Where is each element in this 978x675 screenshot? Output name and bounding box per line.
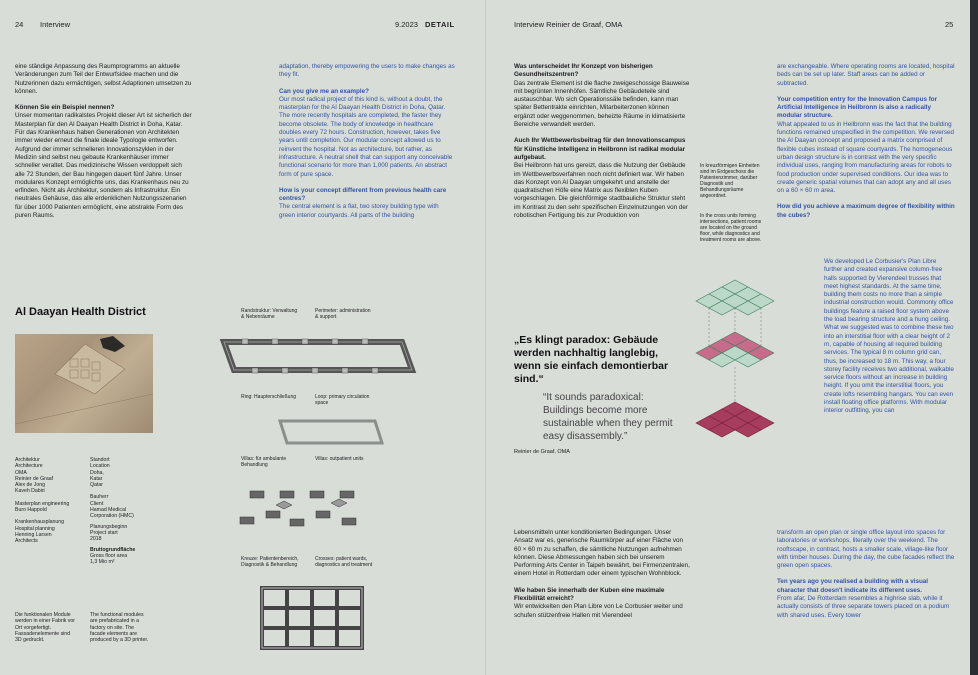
credit-line: Hamad Medical — [90, 507, 127, 514]
right-section-label: Interview Reinier de Graaf, OMA — [514, 20, 623, 29]
left-page-number: 24 — [15, 20, 24, 29]
question-heading: How did you achieve a maximum degree of flexibility within the cubes? — [777, 203, 955, 219]
question-heading: Can you give me an example? — [279, 87, 369, 95]
paragraph: What appealed to us in Heilbronn was the fact that the building functions remained unspecified in the competition. We reversed the Al Daayan concept and proposed a matrix comprised of flexible cubes instead of square courtyards. The homogeneous urban design structure is in contrast with the very specific individual uses, ranging from manufacturing areas for robots to food production under supervised conditions. Our idea was to create generic spatial volumes that can adopt any and all uses on a 60 × 60 m area. — [777, 120, 954, 195]
right-page-number: 25 — [945, 20, 954, 29]
credit-line: OMA — [15, 469, 27, 476]
credit-line: Masterplan engineering — [15, 500, 70, 507]
paragraph: Bei Heilbronn hat uns gereizt, dass die Nutzung der Gebäude im Wettbewerbsverfahren noch nicht definiert war. Wir haben das Konzept von Al Daayan umgekehrt und anstelle der quadratischen Höfe eine Matrix aus flexiblen Kuben vorgeschlagen. Die gleichförmige stadtbauliche Struktur steht im Kontrast zu den sehr spezifischen Einzelnutzungen von der robotischen Fertigung bis zur Produktion von — [514, 162, 688, 220]
credit-line: Planungsbeginn — [90, 523, 128, 530]
paragraph: transform an open plan or single office layout into spaces for laboratories or workshops, literally over the weekend. The rooftscape, in contrast, hosts a smaller scale, village-like floor with timber houses. During the day, the cube facades reflect the green open spaces. — [777, 529, 955, 570]
paragraph: From afar, De Rotterdam resembles a highrise slab, while it actually consists of three separate towers placed on a podium with shared uses. Every tower — [777, 595, 950, 619]
caption-de: Die funktionalen Module werden in einer Fabrik vor Ort vorgefertigt. Fassadenelemente sind 3D gedruckt. — [15, 612, 75, 644]
pull-quote-credit: Reinier de Graaf, OMA — [514, 449, 570, 455]
paragraph: Unser momentan radikalstes Projekt dieser Art ist sicherlich der Masterplan für den Al Daayan Health District in Doha, Katar. Für das Krankenhaus haben Generationen von Architekten immer wieder erneut die finale ideale Typologie entworfen. Aufgrund der immer schnelleren Innovationszyklen in der Medizin sind selbst neu gebaute Krankenhäuser immer schneller veraltet. Das medizinische Wissen verdoppelt sich alle 72 Stunden, der Bau hingegen dauert fünf Jahre. Unser modulares Konzept ermöglichte uns, das Krankenhaus neu zu erfinden. Nicht als Architektur, sondern als Infrastruktur. Ein neutrales Gehäuse, das alle erdenklichen Nutzungsszenarien für über 1000 Patienten ermöglicht, eine abstrakte Form des puren Raums. — [15, 112, 192, 220]
credit-line: Qatar — [90, 482, 103, 489]
question-heading: Ten years ago you realised a building with a visual character that doesn't indicate its different uses. — [777, 578, 929, 594]
heilbronn-caption-de: In kreuzförmigen Einheiten sind im Erdgeschoss die Patientenzimmer, darüber Diagnostik und Behandlungsräume angeordnet. — [700, 163, 760, 199]
text-column-4 — [777, 63, 955, 228]
paragraph: We developed Le Corbusier's Plan Libre further and created expansive column-free halls supported by Vierendeel trusses that meet highest standards. At the same time, building them costs no more than a simple industrial construction would. Commonly office buildings feature a raised floor system above the load bearing structure and a hung ceiling. What we suggested was to combine these two into an interstitial floor with a clear height of 2 m, capable of housing all required building services. The typical 8 m column grid can, thus, be increased to 18 m. This way, a four storey facility receives two additional, walkable service floors without an increase in building height. If you omit the interstitial floors, you create lofts resembling hangars. You can even install floating office platforms. With modular interior outfitting, you can — [824, 258, 954, 415]
question-heading: Your competition entry for the Innovation Campus for Artificial Intelligence in Heilbronn is also a radically modular structure. — [777, 95, 938, 120]
diagram-label-en: Crosses: patient wards, diagnostics and treatment — [315, 556, 373, 568]
issue-label: 9.2023 — [395, 20, 418, 29]
credit-line: Alex de Jong — [15, 482, 45, 489]
magazine-logo: DETAIL — [425, 20, 455, 29]
question-heading: How is your concept different from previous health care centres? — [279, 186, 447, 203]
credit-line: Kaveh Dabiri — [15, 488, 45, 495]
credit-line: Architecture — [15, 463, 43, 470]
diagram-label-de: Ring: Haupterschließung — [241, 394, 297, 400]
paragraph: Das zentrale Element ist die flache zweigeschossige Bauweise mit begrünten Innenhöfen. Sämtliche Gebäudeteile sind austauschbar. Wo sich Operationssäle befinden, kann man später Bettentrakte einrichten, Mitarbeiterzonen können ergänzt oder weggenommen, beheizte Räume in klimatisierte Bereiche verwandelt werden. — [514, 79, 690, 129]
perimeter-diagram — [212, 330, 417, 386]
credit-line: Katar — [90, 475, 103, 482]
text-column-4-continued — [777, 529, 955, 628]
paragraph: adaptation, thereby empowering the users to make changes as they fit. — [279, 63, 455, 79]
heilbronn-caption-en: In the cross units forming intersections, patient rooms are located on the ground floor, while diagnostics and treatment rooms are above. — [700, 213, 762, 243]
credit-line: Buro Happold — [15, 507, 47, 514]
credits-block-2 — [90, 457, 160, 565]
crosses-diagram — [252, 580, 372, 655]
credit-line: Architektur — [15, 457, 40, 463]
credit-line: Client — [90, 500, 104, 507]
credit-line: Reinier de Graaf — [15, 475, 54, 482]
text-column-4-narrow — [824, 258, 954, 416]
heilbronn-cross-stack-drawing — [692, 272, 778, 482]
credit-line: Henning Larsen — [15, 531, 52, 538]
diagram-label-de: Villas: für ambulante Behandlung — [241, 456, 287, 468]
diagram-label-en: Loop: primary circulation space — [315, 394, 370, 406]
credit-line: Standort — [90, 457, 110, 463]
credit-line: 1,3 Mio m² — [90, 559, 115, 566]
pull-quote-de: „Es klingt paradox: Gebäude werden nachhaltig langlebig, wenn sie einfach demontierbar sind.“ — [514, 334, 669, 385]
paragraph: The central element is a flat, two storey building type with green interior courtyards. All parts of the building — [279, 203, 439, 219]
question-heading: Können Sie ein Beispiel nennen? — [15, 104, 115, 112]
credit-line: Architects — [15, 538, 38, 545]
text-column-3 — [514, 63, 690, 228]
credits-block-1 — [15, 457, 85, 545]
text-column-2 — [279, 63, 455, 228]
loop-diagram — [270, 415, 390, 449]
credit-line: Bruttogrundfläche — [90, 546, 136, 553]
question-heading: Was unterscheidet Ihr Konzept von bisherigen Gesundheitszentren? — [514, 63, 653, 79]
diagram-label-de: Randstruktur: Verwaltung & Nebenräume — [241, 308, 298, 320]
text-column-3-continued — [514, 529, 690, 628]
paragraph: Wir entwickelten den Plan Libre von Le Corbusier weiter und schufen stützenfreie Hallen mit Vierendeel — [514, 603, 683, 619]
pull-quote-en: “It sounds paradoxical: Buildings become more sustainable when they permit easy disassembly.” — [543, 392, 673, 442]
question-heading: Auch Ihr Wettbewerbsbeitrag für den Innovationscampus für Künstliche Intelligenz in Heilbronn ist radikal modular aufgebaut. — [514, 137, 686, 161]
diagram-label-en: Villas: outpatient units — [315, 456, 364, 462]
credit-line: Project start — [90, 529, 118, 536]
text-column-1 — [15, 63, 193, 228]
left-section-label: Interview — [40, 20, 71, 29]
credit-line: Doha, — [90, 469, 104, 476]
paragraph: Lebensmitteln unter konditionierten Bedingungen. Unser Ansatz war es, generische Raumkörper auf einer Fläche von 60 × 60 m zu schaffen, die sämtliche Nutzungen aufnehmen können. Diese Abmessungen haben sich bei unserem Performing Arts Center in Taipeh bewährt, bei Firmenzentralen, einem Hotel in Rotterdam oder einem typischen Wohnblock. — [514, 529, 690, 578]
aerial-site-drawing — [15, 334, 153, 433]
credit-line: Location — [90, 463, 110, 470]
project-title: Al Daayan Health District — [15, 306, 146, 318]
villas-diagram — [236, 485, 376, 535]
paragraph: eine ständige Anpassung des Raumprogramms an aktuelle Veränderungen zum Teil der Entwurfsidee machen und die Nutzerinnen dazu ermächtigen, selbst Adaptionen umsetzen zu können. — [15, 63, 192, 95]
caption-en: The functional modules are prefabricated in a factory on site. The facade elements are produced by a 3D printer. — [90, 612, 149, 644]
credit-line: 2018 — [90, 536, 102, 543]
credit-line: Hospital planning — [15, 525, 55, 532]
credit-line: Bauherr — [90, 494, 109, 501]
question-heading: Wie haben Sie innerhalb der Kuben eine maximale Flexibilität erreicht? — [514, 586, 665, 603]
diagram-label-en: Perimeter: administration & support — [315, 308, 371, 320]
credit-line: Gross floor area — [90, 552, 128, 559]
diagram-label-de: Kreuze: Patientenbereich, Diagnostik & Behandlung — [241, 556, 299, 568]
credit-line: Corporation (HMC) — [90, 513, 134, 520]
paragraph: Our most radical project of this kind is, without a doubt, the masterplan for the Al Daayan Health District in Doha, Qatar. The more recently hospitals are completed, the faster they become obsolete. The body of knowledge in healthcare doubles every 72 hours. Construction, however, takes five years until completion. Our modular concept allowed us to reinvent the hospital. Not as architecture, but rather, as infrastructure. A neutral shell that can support any conceivable functional scenario for more than 1,000 patients. An abstract form of pure space. — [279, 95, 453, 178]
credit-line: Krankenhausplanung — [15, 519, 65, 526]
aerial-photo — [15, 334, 153, 433]
paragraph: are exchangeable. Where operating rooms are located, hospital beds can be set up later. Staff areas can be added or subtracted. — [777, 63, 955, 87]
